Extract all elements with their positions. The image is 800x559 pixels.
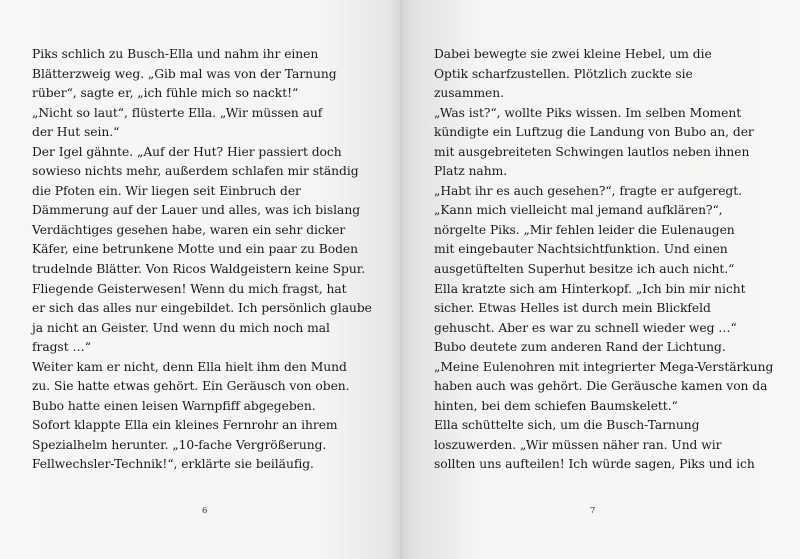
text-line: Käfer, eine betrunkene Motte und ein paar zu Boden [32, 242, 359, 257]
text-line: Der Igel gähnte. „Auf der Hut? Hier passiert doch [32, 144, 342, 159]
text-line: Bubo hatte einen leisen Warnpfiff abgegeben. [32, 398, 316, 413]
right-page [400, 0, 800, 559]
text-line: Sofort klappte Ella ein kleines Fernrohr an ihrem [32, 418, 338, 433]
text-line: ausgetüftelten Superhut besitze ich auch nicht.“ [434, 262, 735, 277]
text-line: Ella kratzte sich am Hinterkopf. „Ich bin mir nicht [434, 281, 746, 296]
text-line: sowieso nichts mehr, außerdem schlafen mir ständig [32, 164, 359, 179]
page-number-right: 7 [590, 506, 596, 516]
text-line: mit eingebauter Nachtsichtfunktion. Und einen [434, 242, 728, 257]
text-line: „Meine Eulenohren mit integrierter Mega-Verstärkung [434, 359, 774, 374]
text-line: „Nicht so laut“, flüsterte Ella. „Wir müssen auf [32, 105, 323, 120]
text-line: Verdächtiges gesehen habe, waren ein sehr dicker [32, 222, 346, 237]
text-line: „Kann mich vielleicht mal jemand aufklären?“, [434, 203, 723, 218]
text-line: Dämmerung auf der Lauer und alles, was ich bislang [32, 203, 361, 218]
text-line: der Hut sein.“ [32, 125, 120, 140]
text-line: hinten, bei dem schiefen Baumskelett.“ [434, 398, 678, 413]
text-line: Optik scharfzustellen. Plötzlich zuckte sie [434, 66, 693, 81]
right-page-text [434, 45, 794, 475]
text-line: sollten uns aufteilen! Ich würde sagen, Piks und ich [434, 457, 755, 472]
text-line: trudelnde Blätter. Von Ricos Waldgeistern keine Spur. [32, 262, 366, 277]
text-line: Bubo deutete zum anderen Rand der Lichtung. [434, 340, 726, 355]
text-line: Dabei bewegte sie zwei kleine Hebel, um die [434, 47, 712, 61]
text-line: rüber“, sagte er, „ich fühle mich so nackt!“ [32, 86, 299, 101]
text-line: ja nicht an Geister. Und wenn du mich noch mal [32, 320, 330, 335]
text-line: sicher. Etwas Helles ist durch mein Blickfeld [434, 301, 711, 316]
text-line: „Was ist?“, wollte Piks wissen. Im selben Moment [434, 105, 742, 120]
text-line: Platz nahm. [434, 164, 508, 179]
text-line: „Habt ihr es auch gesehen?“, fragte er aufgeregt. [434, 183, 743, 198]
text-line: kündigte ein Luftzug die Landung von Bubo an, der [434, 125, 754, 140]
text-line: haben auch was gehört. Die Geräusche kamen von da [434, 379, 768, 394]
text-line: Fliegende Geisterwesen! Wenn du mich fragst, hat [32, 281, 347, 296]
text-line: er sich das alles nur eingebildet. Ich persönlich glaube [32, 301, 372, 316]
text-line: Blätterzweig weg. „Gib mal was von der Tarnung [32, 66, 337, 81]
text-line: fragst …“ [32, 340, 91, 355]
text-line: Ella schüttelte sich, um die Busch-Tarnung [434, 418, 700, 433]
text-line: loszuwerden. „Wir müssen näher ran. Und wir [434, 437, 722, 452]
text-line: gehuscht. Aber es war zu schnell wieder weg …“ [434, 320, 737, 335]
text-line: mit ausgebreiteten Schwingen lautlos neben ihnen [434, 144, 750, 159]
text-line: Spezialhelm herunter. „10-fache Vergrößerung. [32, 437, 327, 452]
text-line: Weiter kam er nicht, denn Ella hielt ihm den Mund [32, 359, 347, 374]
left-page-text [32, 45, 380, 475]
text-line: die Pfoten ein. Wir liegen seit Einbruch der [32, 183, 301, 198]
text-line: nörgelte Piks. „Mir fehlen leider die Eulenaugen [434, 222, 735, 237]
text-line: zusammen. [434, 86, 505, 101]
text-line: Fellwechsler-Technik!“, erklärte sie beiläufig. [32, 457, 314, 472]
text-line: zu. Sie hatte etwas gehört. Ein Geräusch von oben. [32, 379, 350, 394]
text-line: Piks schlich zu Busch-Ella und nahm ihr einen [32, 47, 319, 61]
page-number-left: 6 [202, 506, 208, 516]
